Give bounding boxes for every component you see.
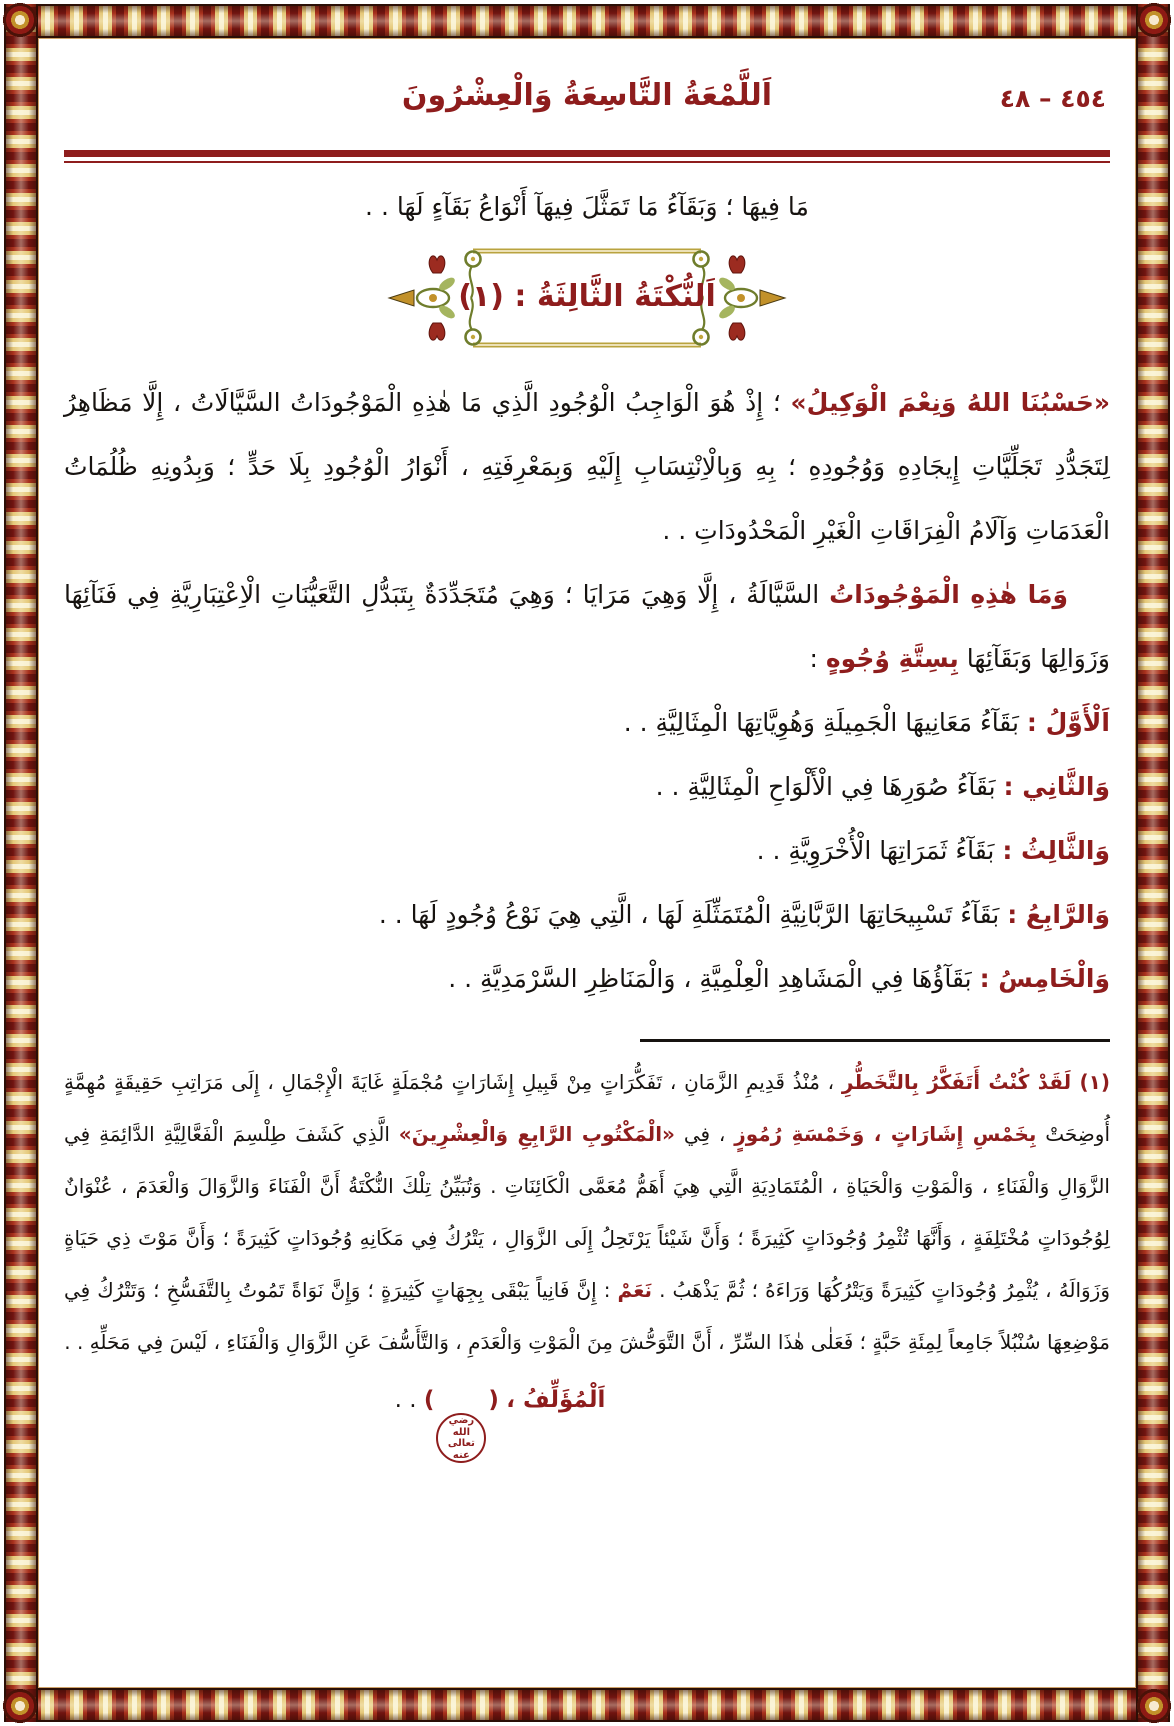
footnote-divider <box>640 1039 1110 1042</box>
item-label: وَالْخَامِسُ : <box>979 964 1110 993</box>
list-item-third <box>64 819 1110 883</box>
seal-close-paren: ) <box>423 1387 435 1413</box>
footnote-marker: (١) <box>1071 1070 1110 1094</box>
paragraph-1 <box>64 371 1110 563</box>
item-text: بَقَآؤُهَا فِي الْمَشَاهِدِ الْعِلْمِيَّةِ ، وَالْمَنَاظِرِ السَّرْمَدِيَّةِ . . <box>448 964 980 993</box>
ornamental-border-top <box>4 4 1170 38</box>
footnote-text: الَّذِي كَشَفَ طِلْسِمَ الْفَعَّالِيَّةِ الدَّائِمَةِ فِي الزَّوَالِ وَالْفَنَاءِ ، وَالْمَوْتِ وَالْحَيَاةِ ، الْمُتَمَادِيَةِ الَّتِي هِيَ أَهَمُّ مُعَمَّى الْكَائِنَاتِ . وَتُبَيِّنُ تِلْكَ النُّكْتَةُ أَنَّ الْفَنَاءَ وَالزَّوَالَ وَالْعَدَمَ ، عُنْوَانٌ لِوُجُودَاتٍ مُخْتَلِفَةٍ ، وَأَنَّهَا تُثْمِرُ وُجُودَاتٍ كَثِيرَةً ؛ وَأَنَّ شَيْئاً يَرْتَحِلُ إِلَى الزَّوَالِ ، يَتْرُكُ فِي مَكَانِهِ وُجُودَاتٍ كَثِيرَةً ؛ وَأَنَّ مَوْتَ ذِي حَيَاةٍ وَزَوَالَهُ ، يُثْمِرُ وُجُودَاتٍ كَثِيرَةً وَيَتْرُكُهَا وَرَاءَهُ ؛ ثُمَّ يَذْهَبُ . <box>64 1122 1110 1302</box>
item-label: وَالرَّابِعُ : <box>1007 900 1110 929</box>
corner-rosette-top-right <box>2 2 38 38</box>
header-rule-thin <box>64 161 1110 163</box>
carryover-line: مَا فِيهَا ؛ وَبَقَآءُ مَا تَمَثَّلَ فِيهَآ أَنْوَاعُ بَقَآءٍ لَهَا . . <box>365 192 809 221</box>
item-label: اَلْأَوَّلُ : <box>1026 708 1110 737</box>
page-number: ٤٥٤ – ٤٨ <box>999 84 1106 113</box>
ornamental-border-bottom <box>4 1688 1170 1722</box>
paragraph-1-text: ؛ إِذْ هُوَ الْوَاجِبُ الْوُجُودِ الَّذِي مَا هٰذِهِ الْمَوْجُودَاتُ السَّيَّالَاتُ ، إِلَّا مَظَاهِرُ لِتَجَدُّدِ تَجَلِّيَّاتِ إِيجَادِهِ وَوُجُودِهِ ؛ بِهِ وَبِالْاِنْتِسَابِ إِلَيْهِ وَبِمَعْرِفَتِهِ ، أَنْوَارُ الْوُجُودِ بِلَا حَدٍّ ؛ وَبِدُونِهِ ظُلُمَاتُ الْعَدَمَاتِ وَآلَامُ الْفِرَاقَاتِ الْغَيْرِ الْمَحْدُودَاتِ . . <box>64 388 1110 545</box>
page-content <box>40 40 1134 1686</box>
quranic-quote: «حَسْبُنَا اللهُ وَنِعْمَ الْوَكِيلُ» <box>790 388 1110 417</box>
item-text: بَقَآءُ تَسْبِيحَاتِهَا الرَّبَّانِيَّةِ الْمُتَمَثِّلَةِ لَهَا ، الَّتِي هِيَ نَوْعُ وُجُودٍ لَهَا . . <box>378 900 1008 929</box>
paragraph-2-lead: وَمَا هٰذِهِ الْمَوْجُودَاتُ <box>829 580 1068 609</box>
item-label: وَالثَّالِثُ : <box>1002 836 1110 865</box>
item-text: بَقَآءُ مَعَانِيهَا الْجَمِيلَةِ وَهُوِيَّاتِهَا الْمِثَالِيَّةِ . . <box>623 708 1027 737</box>
item-text: بَقَآءُ صُوَرِهَا فِي الْأَلْوَاحِ الْمِثَالِيَّةِ . . <box>655 772 1004 801</box>
footnote-lead: لَقَدْ كُنْتُ أَتَفَكَّرُ بِالتَّخَطُّرِ <box>841 1070 1072 1094</box>
page-header <box>64 50 1110 146</box>
corner-rosette-top-left <box>1136 2 1172 38</box>
corner-rosette-bottom-right <box>2 1688 38 1724</box>
list-item-first <box>64 691 1110 755</box>
item-text: بَقَآءُ ثَمَرَاتِهَا الْأُخْرَوِيَّةِ . . <box>756 836 1003 865</box>
list-item-second <box>64 755 1110 819</box>
footnote-text: : إِنَّ فَانِياً يَبْقَى بِجِهَاتٍ كَثِيرَةٍ ؛ وَإِنَّ نَوَاةً تَمُوتُ بِالتَّفَسُّخِ ؛ وَتَتْرُكُ فِي مَوْضِعِهَا سُنْبُلاً جَامِعاً لِمِئَةِ حَبَّةٍ ؛ فَعَلٰى هٰذَا السِّرِّ ، أَنَّ التَّوَحُّشَ مِنَ الْمَوْتِ وَالْعَدَمِ ، وَالتَّأَسُّفَ عَنِ الزَّوَالِ وَالْفَنَاءِ ، لَيْسَ فِي مَحَلِّهِ . . <box>64 1278 1110 1354</box>
footnote-text: ، مُنْذُ قَدِيمِ الزَّمَانِ ، تَفَكُّرَاتٍ مِنْ قَبِيلِ إِشَارَاتٍ مُجْمَلَةٍ غَايَةَ الْإِجْمَالِ ، إِلَى مَرَاتِبِ حَقِيقَةٍ مُهِمَّةٍ أُوضِحَتْ <box>64 1070 1110 1146</box>
footnote <box>64 1056 1110 1463</box>
ornamental-border-right <box>1136 4 1170 1722</box>
footnote-accent-2: نَعَمْ <box>617 1278 653 1302</box>
section-title <box>387 279 787 314</box>
item-label: وَالثَّانِي : <box>1003 772 1110 801</box>
list-item-fourth <box>64 883 1110 947</box>
seal-text-line1: رضي الله <box>448 1415 475 1438</box>
seal-open-paren: ( <box>488 1387 499 1413</box>
footnote-text: ، فِي <box>674 1122 735 1146</box>
ornamental-border-left <box>4 4 38 1722</box>
signature-trailing-dots: . . <box>394 1387 424 1413</box>
footnote-reference: (١) <box>458 279 515 314</box>
author-signature-line <box>64 1374 1110 1463</box>
header-rule-thick <box>64 150 1110 157</box>
main-text <box>64 371 1110 1011</box>
paragraph-2-tail: : <box>809 644 826 673</box>
author-seal <box>436 1413 486 1463</box>
author-signature: اَلْمُؤَلِّفُ ، <box>506 1387 606 1413</box>
seal-text-line2: تعالى عنه <box>447 1438 475 1461</box>
footnote-accent-1: بِخَمْسِ إِشَارَاتٍ ، وَخَمْسَةِ رُمُوزٍ <box>734 1122 1037 1146</box>
paragraph-2-text: السَّيَّالَةُ ، إِلَّا وَهِيَ مَرَايَا ؛ وَهِيَ مُتَجَدِّدَةٌ بِتَبَدُّلِ التَّعَيُّنَاتِ الْاِعْتِبَارِيَّةِ فِي فَنَآئِهَا وَزَوَالِهَا وَبَقَآئِهَا <box>64 580 1110 673</box>
paragraph-2-accent: بِسِتَّةِ وُجُوهٍ <box>825 644 959 673</box>
corner-rosette-bottom-left <box>1136 1688 1172 1724</box>
section-ornament <box>387 231 787 365</box>
paragraph-2 <box>64 563 1110 691</box>
list-item-fifth <box>64 947 1110 1011</box>
page-title: اَللَّمْعَةُ التَّاسِعَةُ وَالْعِشْرُونَ <box>401 78 773 113</box>
section-title-text: اَلنُّكْتَةُ الثَّالِثَةُ : <box>514 279 716 314</box>
book-reference: «الْمَكْتُوبِ الرَّابِعِ وَالْعِشْرِينَ» <box>398 1122 675 1146</box>
